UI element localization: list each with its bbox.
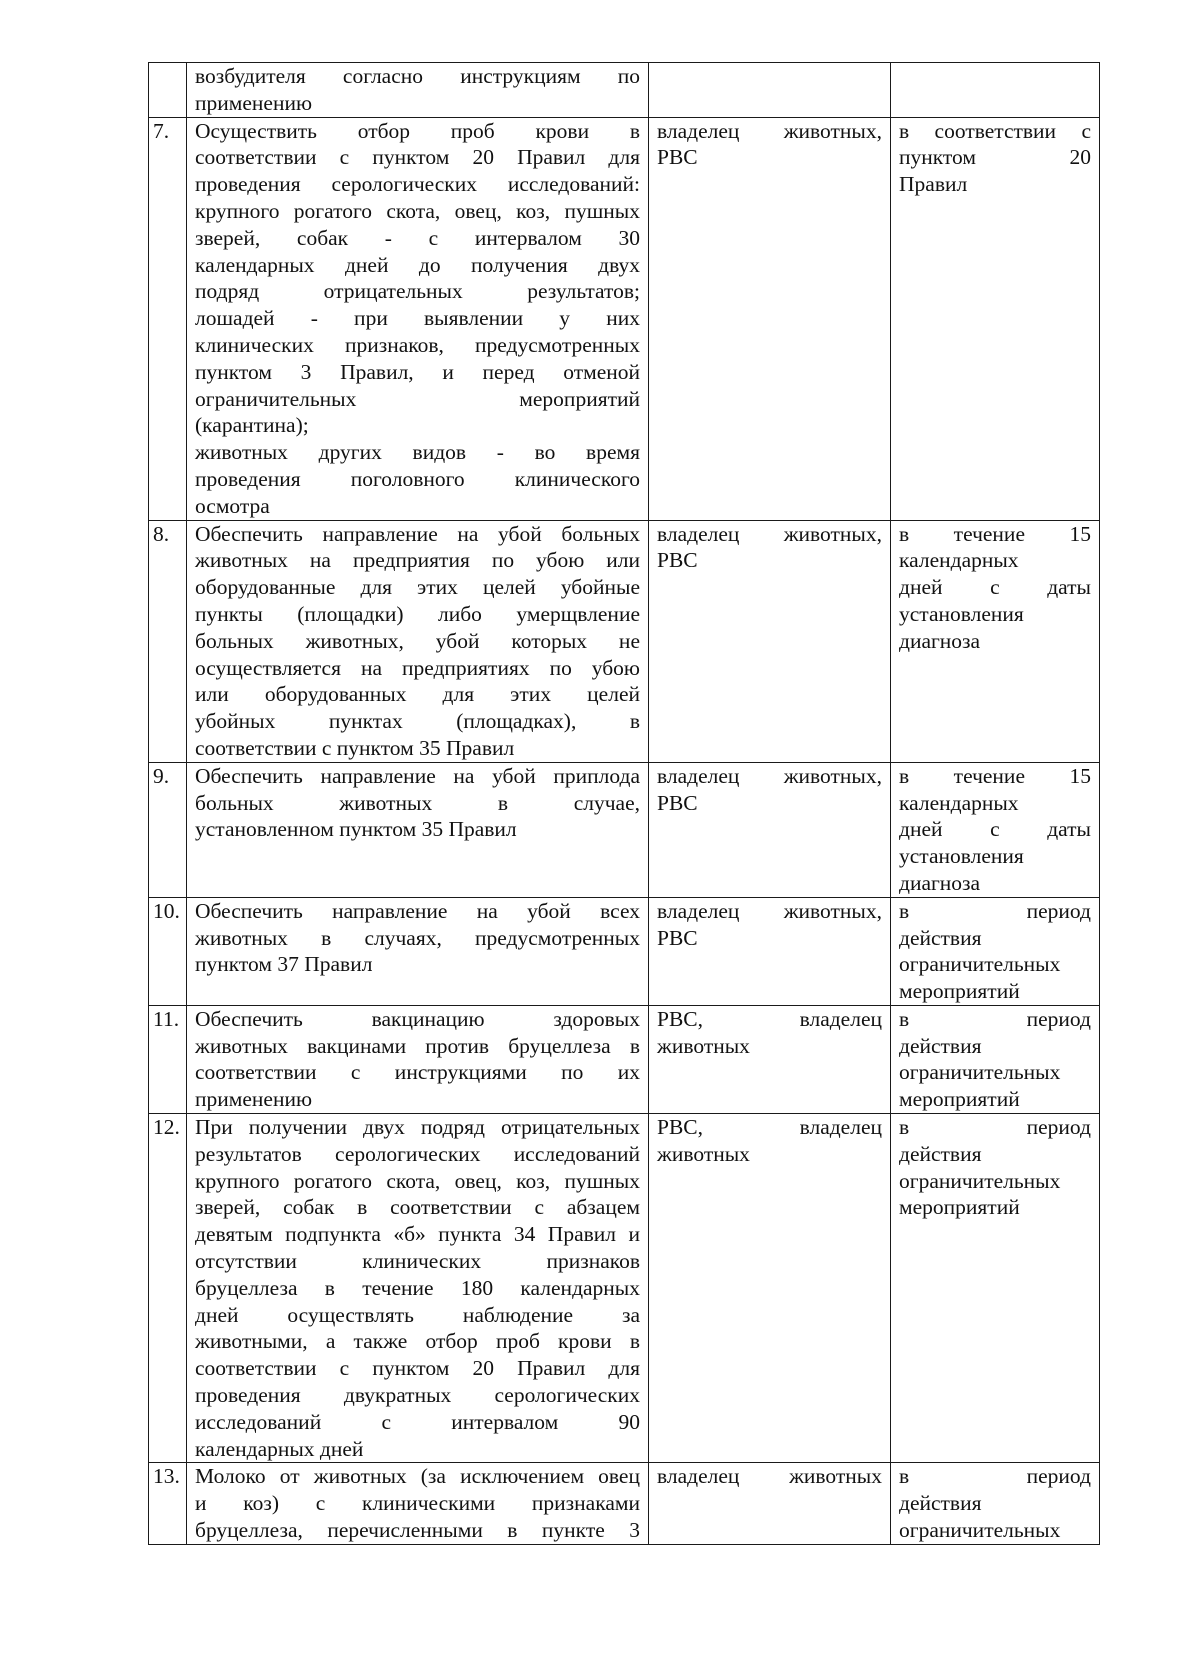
resp-line: РВС, владелец: [657, 1115, 882, 1140]
row-number: 13.: [149, 1463, 187, 1544]
desc-line: При получении двух подряд отрицательных: [195, 1115, 640, 1140]
row-number: [149, 63, 187, 118]
desc-line: лошадей - при выявлении у них: [195, 306, 640, 331]
execution-term: [891, 1114, 1100, 1463]
table-row: [149, 1114, 1100, 1463]
measure-description: [187, 897, 649, 1005]
desc-line: (карантина);: [195, 413, 309, 438]
desc-line: девятым подпункта «б» пункта 34 Правил и: [195, 1222, 640, 1247]
desc-line: животными, а также отбор проб крови в: [195, 1329, 640, 1354]
desc-line: и коз) с клиническими признаками: [195, 1491, 640, 1516]
measures-table-body: [149, 63, 1100, 1545]
row-number: 10.: [149, 897, 187, 1005]
term-line: действия: [899, 1033, 982, 1058]
desc-line: результатов серологических исследований: [195, 1141, 640, 1166]
desc-line: бруцеллеза, перечисленными в пункте 3: [195, 1518, 640, 1543]
table-row: [149, 117, 1100, 520]
row-number: 9.: [149, 762, 187, 897]
execution-term: [891, 1463, 1100, 1544]
table-row: [149, 762, 1100, 897]
term-line: диагноза: [899, 628, 981, 653]
execution-term: [891, 762, 1100, 897]
desc-line: животных других видов - во время: [195, 440, 640, 465]
responsible-party: [649, 1005, 891, 1113]
term-line: в соответствии с: [899, 118, 1091, 143]
measure-description: [187, 762, 649, 897]
measure-description: [187, 1114, 649, 1463]
table-row: [149, 520, 1100, 762]
term-line: Правил: [899, 172, 968, 197]
resp-line: РВС: [657, 548, 698, 573]
desc-line: календарных дней: [195, 1436, 364, 1461]
execution-term: [891, 520, 1100, 762]
desc-line: применению: [195, 1087, 313, 1112]
desc-line: соответствии с пунктом 35 Правил: [195, 735, 515, 760]
desc-line: соответствии с инструкциями по их: [195, 1060, 640, 1085]
desc-line: клинических признаков, предусмотренных: [195, 332, 640, 357]
term-line: диагноза: [899, 870, 981, 895]
responsible-party: [649, 897, 891, 1005]
table-row: [149, 897, 1100, 1005]
row-number: 12.: [149, 1114, 187, 1463]
table-row: [149, 1005, 1100, 1113]
desc-line: Обеспечить направление на убой больных: [195, 521, 640, 546]
measures-table: [148, 62, 1100, 1545]
execution-term: [891, 1005, 1100, 1113]
desc-line: животных в случаях, предусмотренных: [195, 925, 640, 950]
desc-line: осуществляется на предприятиях по убою: [195, 655, 640, 680]
desc-line: Обеспечить направление на убой всех: [195, 898, 640, 923]
desc-line: календарных дней до получения двух: [195, 252, 640, 277]
term-line: ограничительных: [899, 1168, 1061, 1193]
desc-line: зверей, собак в соответствии с абзацем: [195, 1195, 640, 1220]
desc-line: больных животных в случае,: [195, 790, 640, 815]
row-number: 8.: [149, 520, 187, 762]
responsible-party: [649, 63, 891, 118]
term-line: в период: [899, 1464, 1091, 1489]
desc-line: Обеспечить вакцинацию здоровых: [195, 1006, 640, 1031]
desc-line: животных на предприятия по убою или: [195, 548, 640, 573]
term-line: в течение 15: [899, 763, 1091, 788]
responsible-party: [649, 762, 891, 897]
desc-line: дней осуществлять наблюдение за: [195, 1302, 640, 1327]
row-number: 11.: [149, 1005, 187, 1113]
resp-line: владелец животных,: [657, 763, 882, 788]
responsible-party: [649, 117, 891, 520]
desc-line: крупного рогатого скота, овец, коз, пушных: [195, 198, 640, 223]
term-line: в период: [899, 1006, 1091, 1031]
term-line: мероприятий: [899, 1195, 1020, 1220]
resp-line: владелец животных: [657, 1464, 882, 1489]
term-line: действия: [899, 925, 982, 950]
measure-description: [187, 117, 649, 520]
measure-description: [187, 1463, 649, 1544]
desc-line: или оборудованных для этих целей: [195, 682, 640, 707]
term-line: установления: [899, 601, 1024, 626]
responsible-party: [649, 1114, 891, 1463]
desc-line: Молоко от животных (за исключением овец: [195, 1464, 640, 1489]
resp-line: РВС: [657, 790, 698, 815]
term-line: мероприятий: [899, 1087, 1020, 1112]
measure-description: [187, 520, 649, 762]
resp-line: животных: [657, 1141, 750, 1166]
desc-line: установленном пунктом 35 Правил: [195, 817, 517, 842]
resp-line: владелец животных,: [657, 521, 882, 546]
desc-line: пункты (площадки) либо умерщвление: [195, 601, 640, 626]
table-row: [149, 63, 1100, 118]
term-line: установления: [899, 844, 1024, 869]
execution-term: [891, 63, 1100, 118]
resp-line: владелец животных,: [657, 898, 882, 923]
desc-line: Осуществить отбор проб крови в: [195, 118, 640, 143]
desc-line: крупного рогатого скота, овец, коз, пушных: [195, 1168, 640, 1193]
resp-line: РВС, владелец: [657, 1006, 882, 1031]
resp-line: владелец животных,: [657, 118, 882, 143]
desc-line: исследований с интервалом 90: [195, 1409, 640, 1434]
desc-line: подряд отрицательных результатов;: [195, 279, 640, 304]
responsible-party: [649, 1463, 891, 1544]
resp-line: животных: [657, 1033, 750, 1058]
measure-description: [187, 63, 649, 118]
responsible-party: [649, 520, 891, 762]
desc-line: бруцеллеза в течение 180 календарных: [195, 1275, 640, 1300]
resp-line: РВС: [657, 925, 698, 950]
term-line: пунктом 20: [899, 145, 1091, 170]
desc-line: оборудованные для этих целей убойные: [195, 575, 640, 600]
term-line: ограничительных: [899, 1518, 1061, 1543]
execution-term: [891, 117, 1100, 520]
term-line: ограничительных: [899, 952, 1061, 977]
term-line: календарных: [899, 548, 1019, 573]
desc-line: возбудителя согласно инструкциям по: [195, 64, 640, 88]
desc-line: осмотра: [195, 493, 270, 518]
table-row: [149, 1463, 1100, 1544]
resp-line: РВС: [657, 145, 698, 170]
desc-line: соответствии с пунктом 20 Правил для: [195, 1356, 640, 1381]
desc-line: применению: [195, 90, 313, 115]
desc-line: ограничительных мероприятий: [195, 386, 640, 411]
term-line: дней с даты: [899, 575, 1091, 600]
execution-term: [891, 897, 1100, 1005]
term-line: календарных: [899, 790, 1019, 815]
desc-line: животных вакцинами против бруцеллеза в: [195, 1033, 640, 1058]
term-line: дней с даты: [899, 817, 1091, 842]
term-line: действия: [899, 1491, 982, 1516]
desc-line: пунктом 3 Правил, и перед отменой: [195, 359, 640, 384]
desc-line: соответствии с пунктом 20 Правил для: [195, 145, 640, 170]
term-line: ограничительных: [899, 1060, 1061, 1085]
term-line: мероприятий: [899, 979, 1020, 1004]
desc-line: Обеспечить направление на убой приплода: [195, 763, 640, 788]
desc-line: пунктом 37 Правил: [195, 952, 373, 977]
term-line: в период: [899, 898, 1091, 923]
desc-line: убойных пунктах (площадках), в: [195, 709, 640, 734]
desc-line: зверей, собак - с интервалом 30: [195, 225, 640, 250]
term-line: в течение 15: [899, 521, 1091, 546]
desc-line: отсутствии клинических признаков: [195, 1249, 640, 1274]
desc-line: проведения серологических исследований:: [195, 172, 640, 197]
desc-line: проведения двукратных серологических: [195, 1383, 640, 1408]
term-line: действия: [899, 1141, 982, 1166]
desc-line: проведения поголовного клинического: [195, 466, 640, 491]
measure-description: [187, 1005, 649, 1113]
row-number: 7.: [149, 117, 187, 520]
desc-line: больных животных, убой которых не: [195, 628, 640, 653]
term-line: в период: [899, 1115, 1091, 1140]
